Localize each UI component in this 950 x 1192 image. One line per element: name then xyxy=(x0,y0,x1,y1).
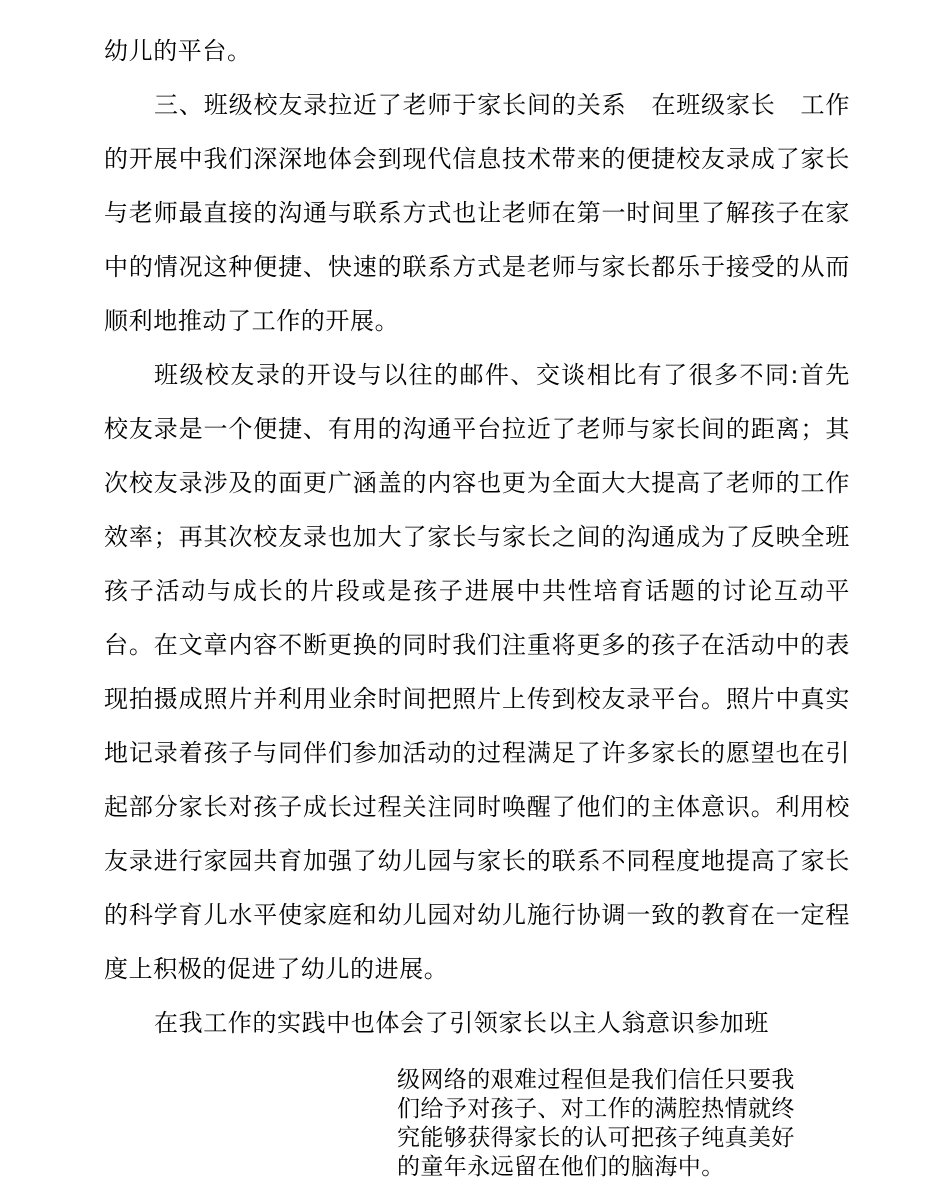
footer-line: 的童年永远留在他们的脑海中。 xyxy=(397,1154,725,1180)
paragraph-continuation: 幼儿的平台。 xyxy=(104,37,252,65)
footer-line: 究能够获得家长的认可把孩子纯真美好 xyxy=(397,1125,795,1151)
paragraph-section-three: 三、班级校友录拉近了老师于家长间的关系 在班级家长 工作的开展中我们深深地体会到现代信息技术带来的便捷校友录成了家长与老师最直接的沟通与联系方式也让老师在第一时间里了解孩子在家中的情况这种便捷、快速的联系方式是老师与家长都乐于接受的从而顺利地推动了工作的开展。 xyxy=(104,91,850,335)
paragraph-alumni-record: 班级校友录的开设与以往的邮件、交谈相比有了很多不同:首先校友录是一个便捷、有用的沟通平台拉近了老师与家长间的距离；其次校友录涉及的面更广涵盖的内容也更为全面大大提高了老师的工作效率；再其次校友录也加大了家长与家长之间的沟通成为了反映全班孩子活动与成长的片段或是孩子进展中共性培育话题的讨论互动平台。在文章内容不断更换的同时我们注重将更多的孩子在活动中的表现拍摄成照片并利用业余时间把照片上传到校友录平台。照片中真实地记录着孩子与同伴们参加活动的过程满足了许多家长的愿望也在引起部分家长对孩子成长过程关注同时唤醒了他们的主体意识。利用校友录进行家园共育加强了幼儿园与家长的联系不同程度地提高了家长的科学育儿水平使家庭和幼儿园对幼儿施行协调一致的教育在一定程度上积极的促进了幼儿的进展。 xyxy=(104,361,850,983)
footer-text-block xyxy=(397,1066,837,1182)
paragraph-practice: 在我工作的实践中也体会了引领家长以主人翁意识参加班 xyxy=(154,1009,769,1037)
footer-line: 们给予对孩子、对工作的满腔热情就终 xyxy=(397,1096,795,1122)
document-body xyxy=(104,24,850,1050)
footer-line: 级网络的艰难过程但是我们信任只要我 xyxy=(397,1067,795,1093)
